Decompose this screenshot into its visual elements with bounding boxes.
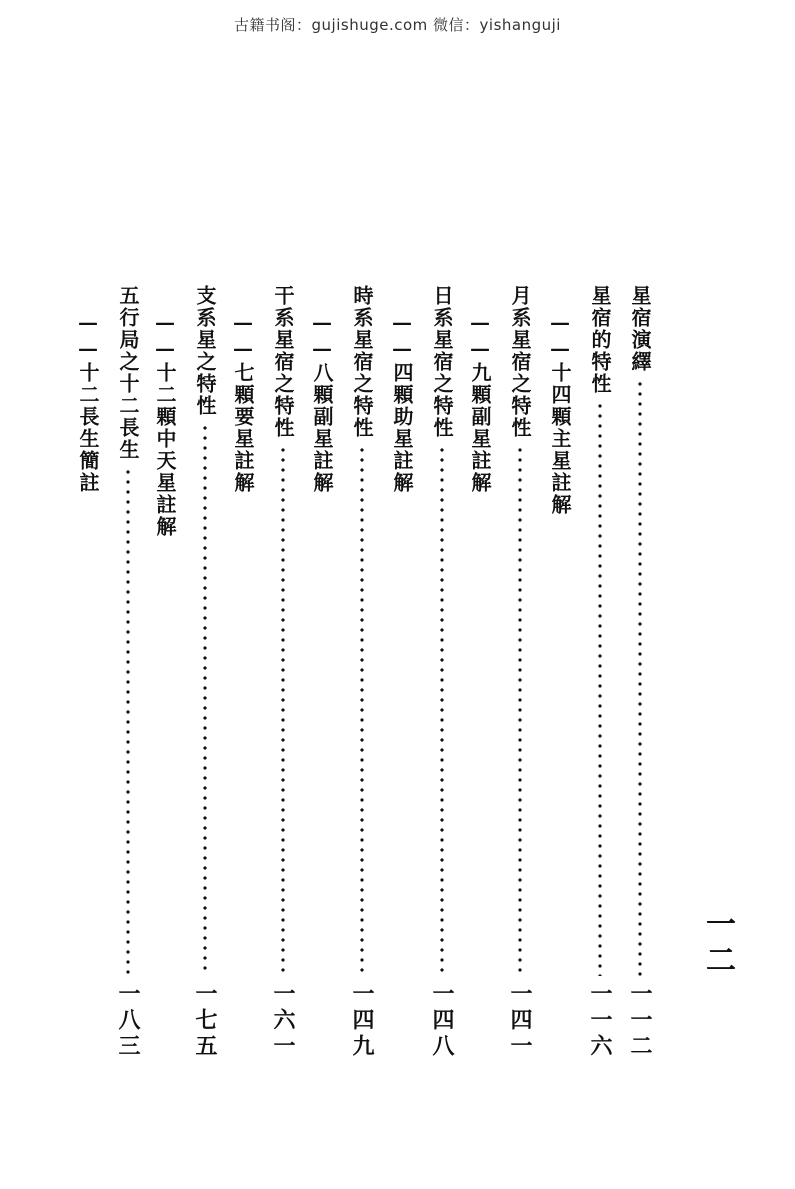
toc-entry[interactable]: [427, 285, 457, 1060]
toc-entry[interactable]: [505, 285, 535, 1060]
dot-leader: [360, 445, 364, 976]
toc-subentry-title: ——八顆副星註解: [310, 310, 334, 494]
toc-entry[interactable]: [113, 285, 143, 1060]
toc-entry-title: 星宿的特性: [588, 285, 612, 395]
toc-entry[interactable]: [347, 285, 377, 1060]
toc-subentry[interactable]: [307, 310, 337, 494]
toc-subentry[interactable]: [228, 310, 258, 494]
toc-entry-title: 支系星之特性: [193, 285, 217, 417]
toc-entry-page: 一八三: [115, 982, 141, 1060]
toc-entry-page: 一一二: [627, 982, 653, 1060]
toc-entry-page: 一一六: [587, 982, 613, 1060]
dot-leader: [598, 401, 602, 976]
toc-entry-title: 五行局之十二長生: [116, 285, 140, 461]
toc-entry-title: 干系星宿之特性: [271, 285, 295, 439]
toc-entry[interactable]: [585, 285, 615, 1060]
toc-entry-title: 日系星宿之特性: [430, 285, 454, 439]
dot-leader: [440, 445, 444, 976]
toc-entry[interactable]: [268, 285, 298, 1060]
dot-leader: [203, 423, 207, 976]
toc-entry-page: 一七五: [192, 982, 218, 1060]
toc-entry-page: 一四八: [429, 982, 455, 1060]
toc-entry-page: 一六一: [270, 982, 296, 1060]
dot-leader: [126, 467, 130, 976]
toc-subentry-title: ——十四顆主星註解: [548, 310, 572, 516]
dot-leader: [518, 445, 522, 976]
toc-subentry[interactable]: [387, 310, 417, 494]
toc-subentry-title: ——十二長生簡註: [76, 310, 100, 494]
toc-subentry[interactable]: [545, 310, 575, 516]
toc-subentry[interactable]: [465, 310, 495, 494]
toc-subentry-title: ——九顆副星註解: [468, 310, 492, 494]
watermark-text: 古籍书阁：gujishuge.com 微信：yishanguji: [234, 16, 561, 34]
toc-entry-page: 一四一: [507, 982, 533, 1060]
toc-subentry[interactable]: [150, 310, 180, 538]
toc-entry[interactable]: [625, 285, 655, 1060]
toc-entry-page: 一四九: [349, 982, 375, 1060]
toc-subentry[interactable]: [73, 310, 103, 494]
toc-entry-title: 月系星宿之特性: [508, 285, 532, 439]
toc-entry[interactable]: [190, 285, 220, 1060]
toc-subentry-title: ——四顆助星註解: [390, 310, 414, 494]
toc-subentry-title: ——十二顆中天星註解: [153, 310, 177, 538]
page-number: 一二: [700, 908, 735, 980]
dot-leader: [638, 379, 642, 976]
toc-entry-title: 星宿演繹: [628, 285, 652, 373]
toc-entry-title: 時系星宿之特性: [350, 285, 374, 439]
dot-leader: [281, 445, 285, 976]
toc-subentry-title: ——七顆要星註解: [231, 310, 255, 494]
